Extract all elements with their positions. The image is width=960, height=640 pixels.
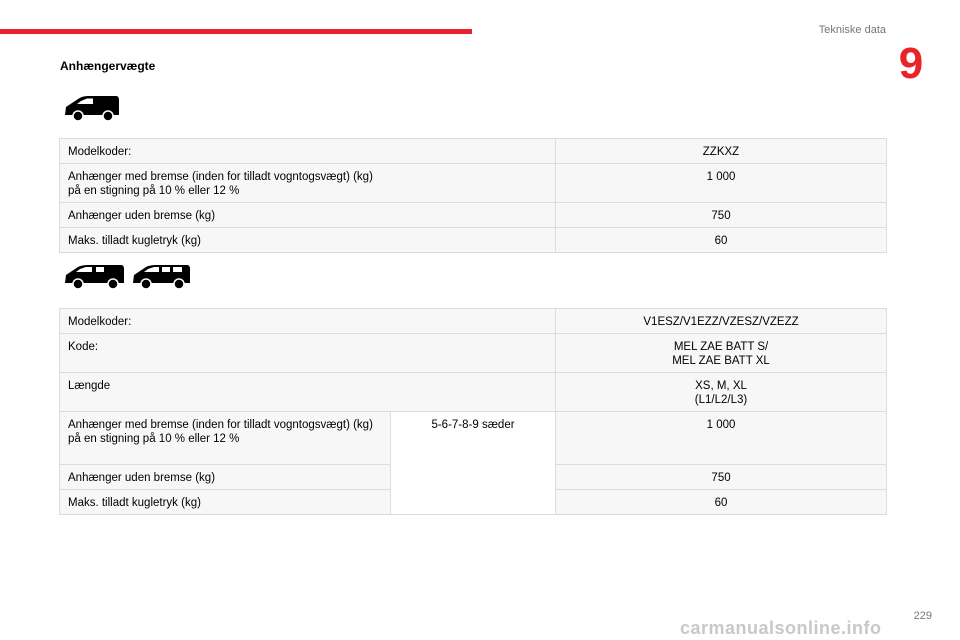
row-label: Kode: (60, 334, 556, 373)
table-row (60, 203, 887, 228)
row-label: Modelkoder: (60, 139, 556, 164)
table-row (60, 228, 887, 253)
row-label: Modelkoder: (60, 309, 556, 334)
van-passenger-icon (130, 262, 192, 292)
row-value: 750 (556, 465, 887, 490)
van-long-icon (62, 262, 126, 292)
row-value: 60 (556, 228, 887, 253)
row-label: Anhænger uden bremse (kg) (60, 203, 556, 228)
table-row (60, 139, 887, 164)
spec-table-2 (59, 308, 887, 515)
header-accent-bar (0, 29, 472, 34)
row-value: 1 000 (556, 412, 887, 465)
watermark: carmanualsonline.info (680, 618, 882, 638)
seats-cell: 5-6-7-8-9 sæder (391, 412, 556, 515)
row-label: Maks. tilladt kugletryk (kg) (60, 490, 391, 515)
row-label: Anhænger med bremse (inden for tilladt vogntogsvægt) (kg) på en stigning på 10 % eller 12 % (60, 164, 556, 203)
row-label: Maks. tilladt kugletryk (kg) (60, 228, 556, 253)
row-value: MEL ZAE BATT S/ MEL ZAE BATT XL (556, 334, 887, 373)
section-title: Anhængervægte (60, 59, 156, 73)
table-row (60, 309, 887, 334)
chapter-number: 9 (898, 39, 924, 88)
van-short-icon (62, 93, 122, 125)
table-row (60, 334, 887, 373)
row-value: 750 (556, 203, 887, 228)
row-value: 1 000 (556, 164, 887, 203)
row-value: XS, M, XL (L1/L2/L3) (556, 373, 887, 412)
table-row (60, 412, 887, 465)
page-number: 229 (913, 610, 932, 622)
row-label: Anhænger uden bremse (kg) (60, 465, 391, 490)
chapter-title: Tekniske data (818, 24, 886, 36)
table-row (60, 164, 887, 203)
table-row (60, 373, 887, 412)
row-label: Længde (60, 373, 556, 412)
spec-table-1 (59, 138, 887, 253)
row-value: ZZKXZ (556, 139, 887, 164)
row-value: V1ESZ/V1EZZ/VZESZ/VZEZZ (556, 309, 887, 334)
row-value: 60 (556, 490, 887, 515)
row-label: Anhænger med bremse (inden for tilladt vogntogsvægt) (kg) på en stigning på 10 % eller 12 % (60, 412, 391, 465)
